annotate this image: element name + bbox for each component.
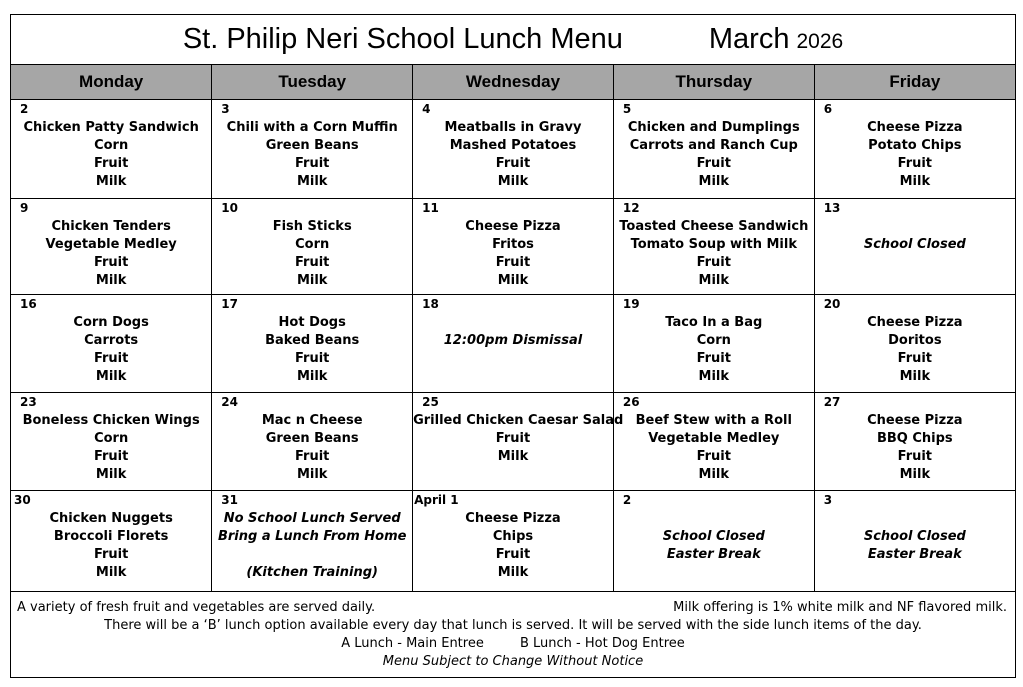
week-row — [11, 199, 1015, 295]
menu-item: Corn — [295, 237, 330, 252]
menu-item: BBQ Chips — [876, 431, 953, 446]
menu-item: Milk — [95, 467, 127, 482]
menu-item: Corn — [94, 138, 129, 153]
menu-item: Corn Dogs — [73, 315, 149, 330]
menu-item: Fruit — [93, 547, 129, 562]
day-number: 3 — [221, 102, 230, 116]
day-cell — [212, 199, 413, 295]
menu-item: (Kitchen Training) — [246, 565, 378, 580]
day-number: 25 — [422, 395, 439, 409]
b-lunch-note: There will be a ‘B’ lunch option available every day that lunch is served. It will be served with the side lunch items of the day. — [104, 618, 922, 633]
menu-item: Potato Chips — [868, 138, 962, 153]
day-number: 31 — [221, 493, 238, 507]
menu-item: Meatballs in Gravy — [444, 120, 582, 135]
day-number: 20 — [823, 297, 841, 311]
menu-item: Corn — [696, 333, 731, 348]
menu-item: Fruit — [495, 431, 531, 446]
day-cell — [413, 393, 624, 491]
day-cell — [413, 491, 614, 592]
day-note: School Closed — [662, 529, 765, 544]
menu-item: Cheese Pizza — [465, 219, 561, 234]
month-label: March — [708, 23, 790, 55]
produce-note: A variety of fresh fruit and vegetables are served daily. — [17, 600, 376, 615]
menu-item: Fruit — [696, 156, 731, 171]
menu-item: Green Beans — [265, 138, 359, 153]
menu-item: Chicken Tenders — [51, 219, 171, 234]
week-row — [11, 393, 1015, 491]
menu-item: Fruit — [295, 449, 330, 464]
option-a-label: A Lunch - Main Entree — [341, 636, 484, 651]
menu-item: Milk — [698, 174, 730, 189]
menu-item: Fruit — [696, 449, 731, 464]
menu-item: Milk — [497, 174, 529, 189]
day-number: 11 — [422, 201, 439, 215]
menu-item: Baked Beans — [265, 333, 360, 348]
weekday-header: Tuesday — [212, 65, 413, 100]
day-note: Easter Break — [666, 547, 761, 562]
menu-item: Grilled Chicken Caesar Salad — [413, 413, 624, 428]
day-number: 18 — [422, 297, 439, 311]
menu-calendar-table — [11, 65, 1015, 592]
menu-item: Fruit — [897, 156, 933, 171]
menu-title-bar — [11, 15, 1015, 65]
option-b-label: B Lunch - Hot Dog Entree — [519, 636, 685, 651]
day-cell — [814, 100, 1015, 199]
menu-item: Chicken Patty Sandwich — [23, 120, 199, 135]
menu-item: Boneless Chicken Wings — [22, 413, 200, 428]
day-cell — [212, 491, 413, 592]
menu-item: Carrots — [84, 333, 139, 348]
day-number: 24 — [221, 395, 238, 409]
day-cell — [613, 491, 814, 592]
day-cell — [11, 199, 212, 295]
menu-item: Broccoli Florets — [53, 529, 169, 544]
menu-item: Fritos — [492, 237, 534, 252]
weekday-header: Thursday — [613, 65, 814, 100]
menu-item: Milk — [95, 174, 127, 189]
day-cell — [212, 393, 413, 491]
menu-item: Fruit — [295, 156, 330, 171]
week-row — [11, 295, 1015, 393]
weekday-header: Monday — [11, 65, 212, 100]
day-cell — [814, 199, 1015, 295]
day-cell — [413, 100, 614, 199]
day-cell — [613, 199, 814, 295]
menu-item: Fruit — [93, 255, 129, 270]
day-cell — [814, 295, 1015, 393]
menu-item: Fruit — [295, 255, 330, 270]
menu-item: Milk — [296, 174, 328, 189]
day-cell — [613, 100, 814, 199]
menu-item: Hot Dogs — [278, 315, 346, 330]
day-cell — [413, 199, 614, 295]
day-cell — [11, 295, 212, 393]
day-number: 4 — [422, 102, 431, 116]
menu-item: No School Lunch Served — [223, 511, 401, 526]
year-label: 2026 — [796, 29, 844, 53]
weekday-header: Wednesday — [413, 65, 614, 100]
day-number: 19 — [622, 297, 640, 311]
menu-item: Fruit — [696, 351, 731, 366]
menu-item: Fruit — [495, 547, 531, 562]
day-number: 30 — [14, 493, 31, 507]
day-number: 2 — [20, 102, 29, 116]
menu-item: Fruit — [897, 449, 933, 464]
menu-item: Fruit — [696, 255, 731, 270]
menu-item: Vegetable Medley — [648, 431, 780, 446]
menu-footer — [11, 592, 1015, 679]
day-note: Easter Break — [867, 547, 962, 562]
menu-item: Milk — [95, 273, 127, 288]
day-number: 6 — [823, 102, 833, 116]
day-cell — [11, 100, 212, 199]
day-number: 9 — [20, 201, 29, 215]
day-cell — [11, 393, 212, 491]
day-cell — [814, 393, 1015, 491]
menu-item: Fish Sticks — [272, 219, 352, 234]
menu-item: Cheese Pizza — [867, 120, 963, 135]
day-number: 27 — [823, 395, 841, 409]
menu-item: Cheese Pizza — [867, 413, 963, 428]
menu-item: Chicken Nuggets — [49, 511, 173, 526]
menu-item: Milk — [497, 449, 529, 464]
menu-item: Fruit — [295, 351, 330, 366]
menu-item: Taco In a Bag — [665, 315, 763, 330]
day-number: 5 — [622, 102, 632, 116]
milk-note: Milk offering is 1% white milk and NF flavored milk. — [673, 600, 1007, 615]
menu-item: Milk — [296, 273, 328, 288]
menu-item: Milk — [899, 369, 931, 384]
menu-item: Cheese Pizza — [867, 315, 963, 330]
day-note: School Closed — [863, 237, 966, 252]
menu-item: Carrots and Ranch Cup — [629, 138, 798, 153]
week-row — [11, 100, 1015, 199]
day-cell — [11, 491, 212, 592]
menu-item: Milk — [296, 369, 328, 384]
menu-item: Milk — [497, 565, 529, 580]
menu-item: Beef Stew with a Roll — [635, 413, 792, 428]
day-number: 26 — [622, 395, 640, 409]
week-row — [11, 491, 1015, 592]
day-cell — [212, 100, 413, 199]
menu-item: Fruit — [93, 449, 129, 464]
day-number: 17 — [221, 297, 238, 311]
menu-item: Doritos — [888, 333, 942, 348]
lunch-options — [11, 635, 1015, 653]
day-cell — [613, 295, 814, 393]
day-number: 3 — [823, 493, 833, 507]
lunch-menu-page — [10, 14, 1016, 678]
day-number: 16 — [20, 297, 37, 311]
menu-item: Milk — [899, 467, 931, 482]
menu-item: Fruit — [897, 351, 933, 366]
day-cell — [613, 393, 814, 491]
menu-item: Chips — [492, 529, 534, 544]
menu-item: Milk — [698, 467, 730, 482]
menu-item: Chili with a Corn Muffin — [226, 120, 398, 135]
menu-item — [212, 546, 412, 564]
menu-item: Bring a Lunch From Home — [217, 529, 407, 544]
menu-item: Milk — [899, 174, 931, 189]
day-number: April 1 — [414, 493, 459, 507]
day-cell — [212, 295, 413, 393]
day-cell — [413, 295, 614, 393]
menu-item: Fruit — [93, 156, 129, 171]
menu-item: Milk — [296, 467, 328, 482]
menu-item: Fruit — [93, 351, 129, 366]
day-note: School Closed — [863, 529, 966, 544]
menu-item: Green Beans — [265, 431, 359, 446]
menu-item: Milk — [497, 273, 529, 288]
menu-item: Toasted Cheese Sandwich — [619, 219, 809, 234]
menu-item: Mac n Cheese — [261, 413, 363, 428]
weekday-header: Friday — [814, 65, 1015, 100]
day-number: 23 — [20, 395, 37, 409]
menu-item: Tomato Soup with Milk — [630, 237, 797, 252]
day-number: 2 — [622, 493, 632, 507]
menu-item: Chicken and Dumplings — [627, 120, 800, 135]
day-cell — [814, 491, 1015, 592]
change-disclaimer: Menu Subject to Change Without Notice — [382, 654, 644, 669]
menu-item: Corn — [94, 431, 129, 446]
menu-item: Vegetable Medley — [45, 237, 177, 252]
day-number: 13 — [823, 201, 841, 215]
day-number: 10 — [221, 201, 238, 215]
menu-item: Cheese Pizza — [465, 511, 561, 526]
menu-item: Milk — [698, 369, 730, 384]
day-number: 12 — [622, 201, 640, 215]
weekday-header-row — [11, 65, 1015, 100]
day-note: 12:00pm Dismissal — [443, 333, 583, 348]
school-title: St. Philip Neri School Lunch Menu — [182, 23, 623, 55]
menu-item: Milk — [698, 273, 730, 288]
menu-item: Fruit — [495, 156, 531, 171]
menu-item: Mashed Potatoes — [449, 138, 577, 153]
menu-item: Fruit — [495, 255, 531, 270]
menu-item: Milk — [95, 369, 127, 384]
menu-item: Milk — [95, 565, 127, 580]
